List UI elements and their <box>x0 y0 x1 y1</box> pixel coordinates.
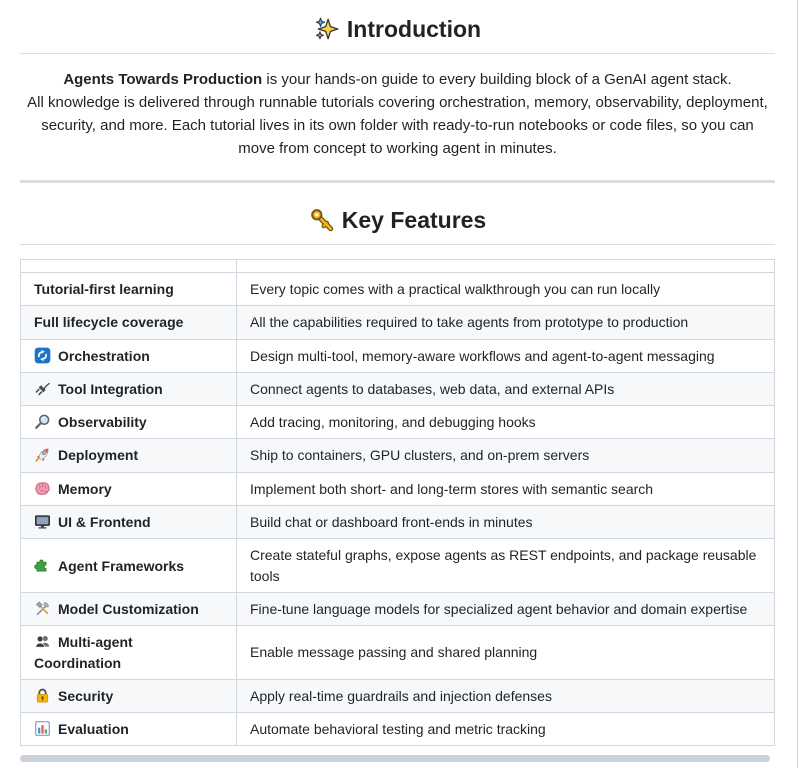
feature-name: Multi-agent Coordination <box>34 634 133 671</box>
feature-description: Enable message passing and shared planning <box>237 626 775 680</box>
table-row-multi-agent <box>21 626 775 680</box>
introduction-heading <box>20 14 775 54</box>
table-row-ui-frontend <box>21 506 775 539</box>
desktop-computer-icon <box>34 513 51 530</box>
table-row-evaluation <box>21 713 775 746</box>
feature-description: Implement both short- and long-term stores with semantic search <box>237 472 775 505</box>
table-row-tutorial-first <box>21 273 775 306</box>
counterclockwise-arrows-icon <box>34 347 51 364</box>
section-divider <box>20 180 775 183</box>
busts-in-silhouette-icon <box>34 633 51 650</box>
feature-column-header <box>21 260 237 273</box>
feature-description: Build chat or dashboard front-ends in minutes <box>237 506 775 539</box>
feature-description: Automate behavioral testing and metric tracking <box>237 713 775 746</box>
feature-description: All the capabilities required to take agents from prototype to production <box>237 306 775 339</box>
brain-icon <box>34 480 51 497</box>
introduction-paragraph <box>25 68 770 160</box>
feature-name: Agent Frameworks <box>58 557 185 574</box>
key-features-heading <box>20 205 775 245</box>
intro-sentence1-text: is your hands-on guide to every building block of a GenAI agent stack. <box>262 71 732 88</box>
table-row-memory <box>21 472 775 505</box>
feature-name: Deployment <box>58 447 139 464</box>
electric-plug-icon <box>34 380 51 397</box>
table-row-deployment <box>21 439 775 472</box>
feature-description: Add tracing, monitoring, and debugging hooks <box>237 406 775 439</box>
feature-name: Security <box>58 687 114 704</box>
table-row-lifecycle <box>21 306 775 339</box>
feature-name: Tool Integration <box>58 380 163 397</box>
sparkles-icon <box>314 16 340 42</box>
feature-description: Create stateful graphs, expose agents as REST endpoints, and package reusable tools <box>237 539 775 593</box>
magnifying-glass-icon <box>34 413 51 430</box>
feature-name: Full lifecycle coverage <box>34 314 184 331</box>
table-row-security <box>21 679 775 712</box>
horizontal-scrollbar[interactable] <box>20 755 770 763</box>
table-row-tool-integration <box>21 372 775 405</box>
introduction-title: Introduction <box>346 16 482 42</box>
features-table <box>20 259 775 746</box>
puzzle-piece-icon <box>34 557 51 574</box>
feature-name: Memory <box>58 480 112 497</box>
feature-name: Tutorial-first learning <box>34 281 174 297</box>
feature-description: Connect agents to databases, web data, and external APIs <box>237 372 775 405</box>
window-right-border <box>797 0 798 768</box>
feature-description: Every topic comes with a practical walkthrough you can run locally <box>237 273 775 306</box>
feature-description: Apply real-time guardrails and injection defenses <box>237 679 775 712</box>
rocket-icon <box>34 446 51 463</box>
feature-name: Model Customization <box>58 600 199 617</box>
table-row-observability <box>21 406 775 439</box>
hammer-and-wrench-icon <box>34 600 51 617</box>
feature-name: Observability <box>58 414 147 431</box>
feature-description: Design multi-tool, memory-aware workflows and agent-to-agent messaging <box>237 339 775 372</box>
feature-description: Ship to containers, GPU clusters, and on-prem servers <box>237 439 775 472</box>
description-column-header <box>237 260 775 273</box>
intro-body-text: All knowledge is delivered through runnable tutorials covering orchestration, memory, observability, deployment, security, and more. Each tutorial lives in its own folder with ready-to-run notebooks or code files, so you can move from concept to working agent in minutes. <box>27 94 768 157</box>
bar-chart-icon <box>34 720 51 737</box>
feature-name: Orchestration <box>58 347 150 364</box>
feature-name: Evaluation <box>58 721 129 738</box>
table-row-model-customization <box>21 592 775 625</box>
table-row-agent-frameworks <box>21 539 775 593</box>
feature-description: Fine-tune language models for specialized agent behavior and domain expertise <box>237 592 775 625</box>
scrollbar-thumb[interactable] <box>20 755 770 762</box>
key-features-title: Key Features <box>341 207 487 233</box>
lock-icon <box>34 687 51 704</box>
table-header-row <box>21 260 775 273</box>
feature-name: UI & Frontend <box>58 514 151 531</box>
table-row-orchestration <box>21 339 775 372</box>
intro-lead-text: Agents Towards Production <box>63 71 263 88</box>
key-icon <box>309 207 335 233</box>
